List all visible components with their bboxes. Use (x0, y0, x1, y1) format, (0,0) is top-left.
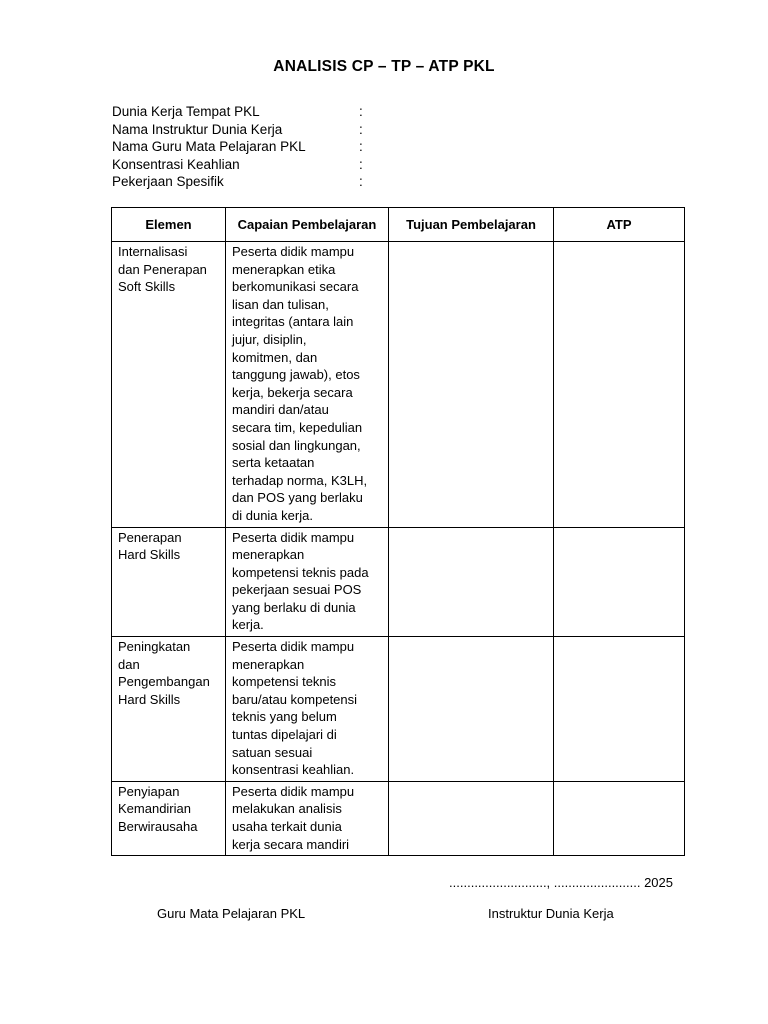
cell-text-line: Kemandirian (118, 801, 191, 817)
header-tujuan-pembelajaran: Tujuan Pembelajaran (389, 208, 554, 242)
table-row (112, 527, 685, 637)
info-row (112, 103, 412, 121)
cell-capaian-pembelajaran (226, 242, 389, 528)
cell-text-line: berkomunikasi secara (232, 279, 359, 295)
cell-text-line: dan POS yang berlaku (232, 490, 363, 506)
info-row (112, 156, 412, 174)
header-capaian-pembelajaran: Capaian Pembelajaran (226, 208, 389, 242)
cell-text-line: yang berlaku di dunia (232, 599, 356, 615)
cell-text-line: Peserta didik mampu (232, 639, 355, 655)
signature-guru: Guru Mata Pelajaran PKL (157, 906, 306, 921)
cell-text-line: melakukan analisis (232, 801, 342, 817)
document-title: ANALISIS CP – TP – ATP PKL (273, 58, 495, 75)
table-body (112, 242, 685, 856)
date-line: ..........................., ........................ 2025 (449, 875, 673, 890)
cell-atp[interactable] (554, 242, 685, 528)
cell-text-line: secara tim, kepedulian (232, 419, 363, 435)
cell-text-line: kerja, bekerja secara (232, 384, 353, 400)
info-colon: : (359, 139, 363, 154)
cell-atp[interactable] (554, 527, 685, 637)
cell-text-line: sosial dan lingkungan, (232, 437, 361, 453)
cell-text-line: Penyiapan (118, 783, 180, 799)
cell-tujuan-pembelajaran[interactable] (389, 242, 554, 528)
cell-atp[interactable] (554, 781, 685, 855)
info-colon: : (359, 104, 363, 119)
info-colon: : (359, 121, 363, 137)
cell-text-line: menerapkan (232, 656, 305, 672)
cell-capaian-pembelajaran (226, 781, 389, 855)
header-atp: ATP (554, 208, 685, 242)
cell-text-line: di dunia kerja. (232, 507, 313, 523)
cell-text-line: satuan sesuai (232, 744, 313, 760)
cell-elemen (112, 242, 226, 528)
header-elemen: Elemen (112, 208, 226, 242)
signature-instruktur: Instruktur Dunia Kerja (488, 906, 614, 921)
cell-text-line: kompetensi teknis (232, 674, 337, 690)
cell-text-line: Penerapan (118, 529, 182, 545)
cell-tujuan-pembelajaran[interactable] (389, 637, 554, 782)
cell-text-line: lisan dan tulisan, (232, 296, 329, 312)
table-row (112, 242, 685, 528)
analysis-table (111, 207, 685, 856)
cell-text-line: Hard Skills (118, 691, 181, 707)
info-row (112, 121, 412, 139)
cell-text-line: Peserta didik mampu (232, 783, 355, 799)
cell-text-line: usaha terkait dunia (232, 819, 342, 834)
cell-text-line: Hard Skills (118, 547, 181, 563)
cell-text-line: Soft Skills (118, 279, 176, 295)
cell-text-line: Peningkatan (118, 639, 191, 655)
cell-text-line: pekerjaan sesuai POS (232, 582, 362, 598)
cell-text-line: teknis yang belum (232, 709, 337, 725)
cell-text-line: tuntas dipelajari di (232, 727, 337, 743)
info-label: Dunia Kerja Tempat PKL (112, 104, 260, 119)
cell-text-line: menerapkan (232, 547, 305, 563)
info-colon: : (359, 174, 363, 189)
cell-text-line: terhadap norma, K3LH, (232, 472, 368, 488)
table-header-row (112, 208, 685, 242)
cell-atp[interactable] (554, 637, 685, 782)
cell-text-line: kompetensi teknis pada (232, 564, 369, 580)
info-fields (112, 103, 412, 191)
cell-capaian-pembelajaran (226, 637, 389, 782)
cell-text-line: Peserta didik mampu (232, 529, 355, 545)
cell-text-line: serta ketaatan (232, 455, 315, 471)
cell-text-line: Internalisasi (118, 244, 188, 259)
cell-capaian-pembelajaran (226, 527, 389, 637)
table-row (112, 637, 685, 782)
cell-text-line: kerja. (232, 617, 264, 633)
cell-text-line: jujur, disiplin, (232, 331, 307, 347)
cell-tujuan-pembelajaran[interactable] (389, 781, 554, 855)
cell-text-line: Peserta didik mampu (232, 244, 355, 259)
cell-text-line: komitmen, dan (232, 349, 318, 365)
cell-elemen (112, 527, 226, 637)
cell-text-line: Berwirausaha (118, 819, 198, 834)
info-colon: : (359, 156, 363, 172)
cell-tujuan-pembelajaran[interactable] (389, 527, 554, 637)
info-row (112, 138, 412, 156)
cell-text-line: mandiri dan/atau (232, 402, 329, 418)
cell-text-line: tanggung jawab), etos (232, 367, 360, 383)
cell-text-line: Pengembangan (118, 674, 210, 690)
cell-text-line: kerja secara mandiri (232, 836, 350, 852)
cell-text-line: konsentrasi keahlian. (232, 762, 355, 778)
info-label: Nama Instruktur Dunia Kerja (112, 121, 283, 137)
table-row (112, 781, 685, 855)
info-label: Nama Guru Mata Pelajaran PKL (112, 139, 306, 154)
cell-text-line: baru/atau kompetensi (232, 691, 358, 707)
cell-text-line: menerapkan etika (232, 261, 336, 277)
info-row (112, 173, 412, 191)
info-label: Konsentrasi Keahlian (112, 156, 240, 172)
cell-elemen (112, 637, 226, 782)
info-label: Pekerjaan Spesifik (112, 174, 224, 189)
cell-elemen (112, 781, 226, 855)
cell-text-line: dan (118, 656, 140, 672)
cell-text-line: dan Penerapan (118, 261, 207, 277)
cell-text-line: integritas (antara lain (232, 314, 354, 330)
